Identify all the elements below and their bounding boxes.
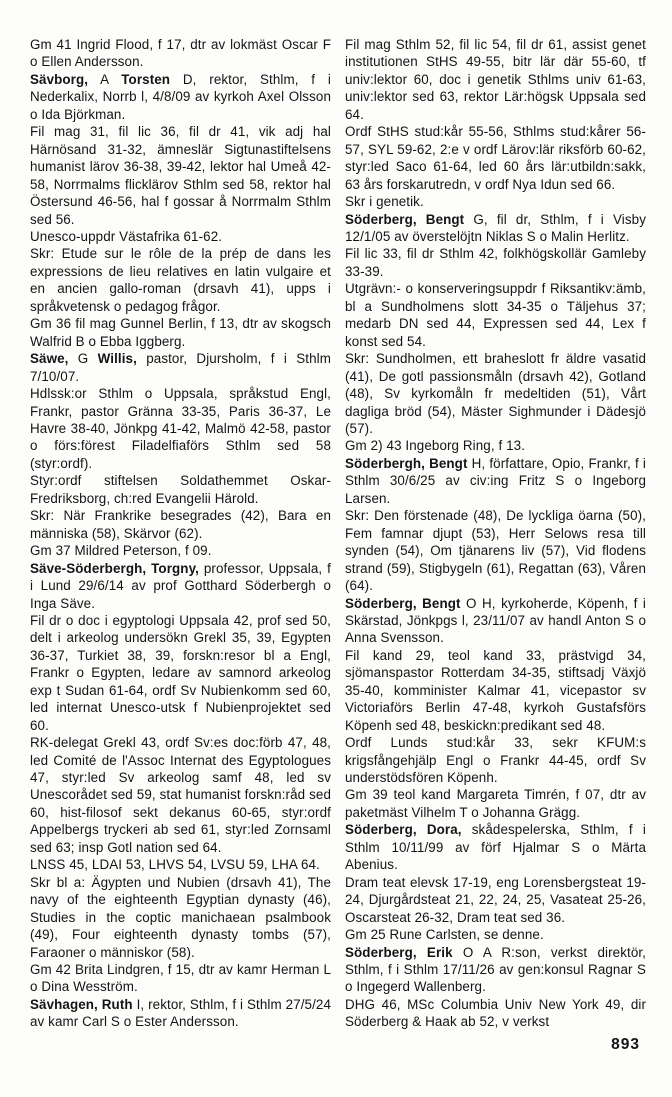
text-run: Hdlssk:or Sthlm o Uppsala, språkstud Engl, Frankr, pastor Gränna 33-35, Paris 36-37, Le Havre 38-40, Jönkpg 41-42, Malmö 42-58, pastor o förs:förest Filadelfiaförs Sthlm sed 58 (styr:ordf).	[30, 386, 331, 471]
entry-name: Söderberg, Dora,	[345, 822, 462, 838]
entry-paragraph	[30, 245, 331, 315]
text-run: Skr: Etude sur le rôle de la prép de dans les expressions de lieu relatives en latin vulgaire et en ancien gallo-roman (drsavh 41), upps i språkvetensk o pedagog frågor.	[30, 246, 331, 314]
text-run: Skr bl a: Ägypten und Nubien (drsavh 41), The navy of the eighteenth Egyptian dynasty (46), Studies in the coptic manichaean psalmbook (49), Four eighteenth dynasty tombs (57), Faraoner o människor (58).	[30, 874, 331, 960]
text-run: H, författare, Opio, Frankr, f i Sthlm 30/6/25 av civ:ing Fritz S o Ingeborg Larsen.	[345, 455, 646, 506]
text-run: LNSS 45, LDAI 53, LHVS 54, LVSU 59, LHA 64.	[30, 857, 320, 873]
entry-paragraph	[345, 874, 646, 926]
entry-paragraph	[30, 472, 331, 507]
text-run: Gm 2) 43 Ingeborg Ring, f 13.	[345, 438, 526, 454]
text-run: Fil dr o doc i egyptologi Uppsala 42, prof sed 50, delt i arkeolog undersökn Grekl 35, 39, Egypten 36-37, Turkiet 38, 39, forskn:resor bl a Engl, Frankr o Egypten, ledare av samnord arkeolog exp t Sudan 61-64, ordf Sv Nubienkomm sed 60, led internat Unesco-utsk f Nubienprojektet sed 60.	[30, 612, 331, 733]
entry-paragraph	[30, 385, 331, 472]
text-run: Fil kand 29, teol kand 33, prästvigd 34, sjömanspastor Rotterdam 34-35, stiftsadj Växjö 35-40, komminister Kalmar 41, vicepastor sv Victoriaförs Berlin 47-48, kyrkoh Gustafsförs Köpenh sed 48, beskickn:predikant sed 48.	[345, 647, 646, 733]
text-run: D, rektor, Sthlm, f i Nederkalix, Norrb l, 4/8/09 av kyrkoh Axel Olsson o Ida Björkman.	[30, 71, 332, 122]
text-run: Gm 42 Brita Lindgren, f 15, dtr av kamr Herman L o Dina Wesström.	[30, 962, 331, 995]
page-number: 893	[611, 1036, 640, 1053]
entry-paragraph	[345, 507, 646, 594]
entry-paragraph	[30, 996, 331, 1031]
entry-paragraph	[30, 350, 331, 385]
entry-paragraph	[345, 245, 646, 280]
text-run: Skr i genetik.	[345, 194, 424, 210]
entry-paragraph	[30, 961, 331, 996]
entry-paragraph	[345, 996, 646, 1031]
text-run: A	[88, 71, 122, 87]
entry-paragraph	[30, 36, 331, 71]
entry-paragraph	[345, 123, 646, 193]
text-run: RK-delegat Grekl 43, ordf Sv:es doc:förb 47, 48, led Comité de l'Assoc Internat des Egyptologues 47, styr:led Sv arkeolog samf 48, led sv Unescorådet sed 59, stat humanist forskn:råd sed 60, hist-filosof sekt dekanus 60-65, styr:ordf Appelbergs tryckeri ab sed 61, styr:led Zornsaml sed 63; insp Gotl nation sed 64.	[30, 735, 331, 855]
text-run: Fil mag Sthlm 52, fil lic 54, fil dr 61, assist genet institutionen StHS 49-55, bitr lär där 55-60, tf univ:lektor 60, doc i genetik Sthlms univ 61-63, univ:lektor sed 63, rektor Lär:högsk Uppsala sed 64.	[345, 37, 646, 122]
text-run: Gm 25 Rune Carlsten, se denne.	[345, 927, 544, 943]
left-column	[30, 36, 331, 1031]
text-run: Gm 36 fil mag Gunnel Berlin, f 13, dtr av skogsch Walfrid B o Ebba Iggberg.	[30, 316, 331, 349]
entry-paragraph	[345, 647, 646, 734]
text-run: skådespelerska, Sthlm, f i Sthlm 10/11/99 av förf Hjalmar S o Märta Abenius.	[345, 822, 646, 873]
entry-paragraph	[345, 944, 646, 996]
entry-name: Söderberg, Erik	[345, 944, 453, 960]
entry-paragraph	[30, 228, 331, 245]
entry-paragraph	[345, 595, 646, 647]
entry-name: Torsten	[121, 71, 171, 87]
entry-paragraph	[345, 437, 646, 454]
text-run: Fil mag 31, fil lic 36, fil dr 41, vik adj hal Härnösand 31-32, ämneslär Sigtunastiftelsens humanist lärov 36-38, 39-42, lektor hal Umeå 42-58, Norrmalms flicklärov Sthlm sed 58, rektor hal Östersund 46-56, hal f gossar å Norrmalm Sthlm sed 56.	[30, 124, 331, 227]
entry-paragraph	[345, 455, 646, 507]
entry-name: Sävhagen, Ruth	[30, 996, 133, 1012]
entry-paragraph	[345, 821, 646, 873]
entry-paragraph	[345, 350, 646, 437]
text-run: O H, kyrkoherde, Köpenh, f i Skärstad, Jönkpgs l, 23/11/07 av handl Anton S o Anna Svensson.	[345, 595, 646, 646]
text-run: G, fil dr, Sthlm, f i Visby 12/1/05 av överstelöjtn Niklas S o Malin Herlitz.	[345, 211, 646, 244]
text-run: Gm 39 teol kand Margareta Timrén, f 07, dtr av paketmäst Vilhelm T o Johanna Grägg.	[345, 787, 646, 820]
text-run: Dram teat elevsk 17-19, eng Lorensbergsteat 19-24, Djurgårdsteat 21, 22, 24, 25, Vasateat 25-26, Oscarsteat 26-32, Dram teat sed 36.	[345, 874, 646, 925]
entry-paragraph	[30, 542, 331, 559]
entry-paragraph	[30, 507, 331, 542]
entry-paragraph	[30, 560, 331, 612]
entry-name: Söderberg, Bengt	[345, 595, 461, 611]
text-run: O A R:son, verkst direktör, Sthlm, f i Sthlm 17/11/26 av gen:konsul Ragnar S o Ingegerd Wallenberg.	[345, 944, 647, 995]
entry-paragraph	[30, 874, 331, 961]
entry-paragraph	[345, 734, 646, 786]
text-run: Styr:ordf stiftelsen Soldathemmet Oskar-Fredriksborg, ch:red Evangelii Härold.	[30, 473, 331, 506]
text-run: Gm 37 Mildred Peterson, f 09.	[30, 543, 212, 559]
entry-paragraph	[345, 280, 646, 350]
text-run: Skr: Sundholmen, ett braheslott fr äldre vasatid (41), De gotl passionsmåln (drsavh 42), Gotland (48), Sv kyrkomåln fr medeltiden (51), Vårt dagliga bröd (54), Mäster Sighmunder i Dädesjö (57).	[345, 351, 646, 436]
text-run: pastor, Djursholm, f i Sthlm 7/10/07.	[30, 351, 331, 384]
entry-paragraph	[345, 786, 646, 821]
text-run: Gm 41 Ingrid Flood, f 17, dtr av lokmäst Oscar F o Ellen Andersson.	[30, 37, 331, 70]
entry-name: Willis,	[97, 351, 137, 367]
entry-paragraph	[30, 856, 331, 873]
text-run: G	[68, 351, 98, 367]
entry-paragraph	[345, 211, 646, 246]
entry-paragraph	[30, 315, 331, 350]
text-run: Ordf StHS stud:kår 55-56, Sthlms stud:kårer 56-57, SYL 59-62, 2:e v ordf Lärov:lär riksförb 60-62, styr:led Saco 61-64, led 60 års lär:utbildn:sakk, 63 års forskarutredn, v ordf Nya Idun sed 66.	[345, 124, 646, 192]
entry-name: Säwe,	[30, 351, 69, 367]
entry-paragraph	[30, 71, 331, 123]
entry-paragraph	[345, 193, 646, 210]
two-column-layout	[30, 36, 646, 1031]
entry-paragraph	[30, 123, 331, 228]
right-column	[345, 36, 646, 1031]
text-run: DHG 46, MSc Columbia Univ New York 49, dir Söderberg & Haak ab 52, v verkst	[345, 996, 646, 1030]
entry-name: Säve-Söderbergh, Torgny,	[30, 560, 199, 576]
text-run: I, rektor, Sthlm, f i Sthlm 27/5/24 av kamr Carl S o Ester Andersson.	[30, 996, 332, 1030]
entry-name: Söderberg, Bengt	[345, 211, 465, 227]
entry-paragraph	[345, 36, 646, 123]
text-run: Skr: När Frankrike besegrades (42), Bara en människa (58), Skärvor (62).	[30, 508, 331, 541]
text-run: Ordf Lunds stud:kår 33, sekr KFUM:s krigsfångehjälp Engl o Frankr 44-45, ordf Sv understödsfören Köpenh.	[345, 735, 646, 786]
text-run: professor, Uppsala, f i Lund 29/6/14 av prof Gotthard Söderbergh o Inga Säve.	[30, 560, 331, 611]
text-run: Utgrävn:- o konserveringsuppdr f Riksantikv:ämb, bl a Sundholmens slott 34-35 o Täljehus 37; medarb DN sed 44, Expressen sed 44, Lex f konst sed 54.	[345, 281, 646, 349]
entry-name: Söderbergh, Bengt	[345, 455, 468, 471]
text-run: Unesco-uppdr Västafrika 61-62.	[30, 228, 223, 244]
text-run: Skr: Den förstenade (48), De lyckliga öarna (50), Fem famnar djupt (53), Herr Selows resa till synden (54), Om tjänarens liv (57), Vid flodens strand (59), Stigbygeln (61), Regattan (63), Våren (64).	[345, 508, 646, 594]
entry-name: Sävborg,	[30, 71, 89, 87]
text-run: Fil lic 33, fil dr Sthlm 42, folkhögskollär Gamleby 33-39.	[345, 246, 646, 279]
entry-paragraph	[30, 612, 331, 734]
entry-paragraph	[345, 926, 646, 943]
entry-paragraph	[30, 734, 331, 856]
